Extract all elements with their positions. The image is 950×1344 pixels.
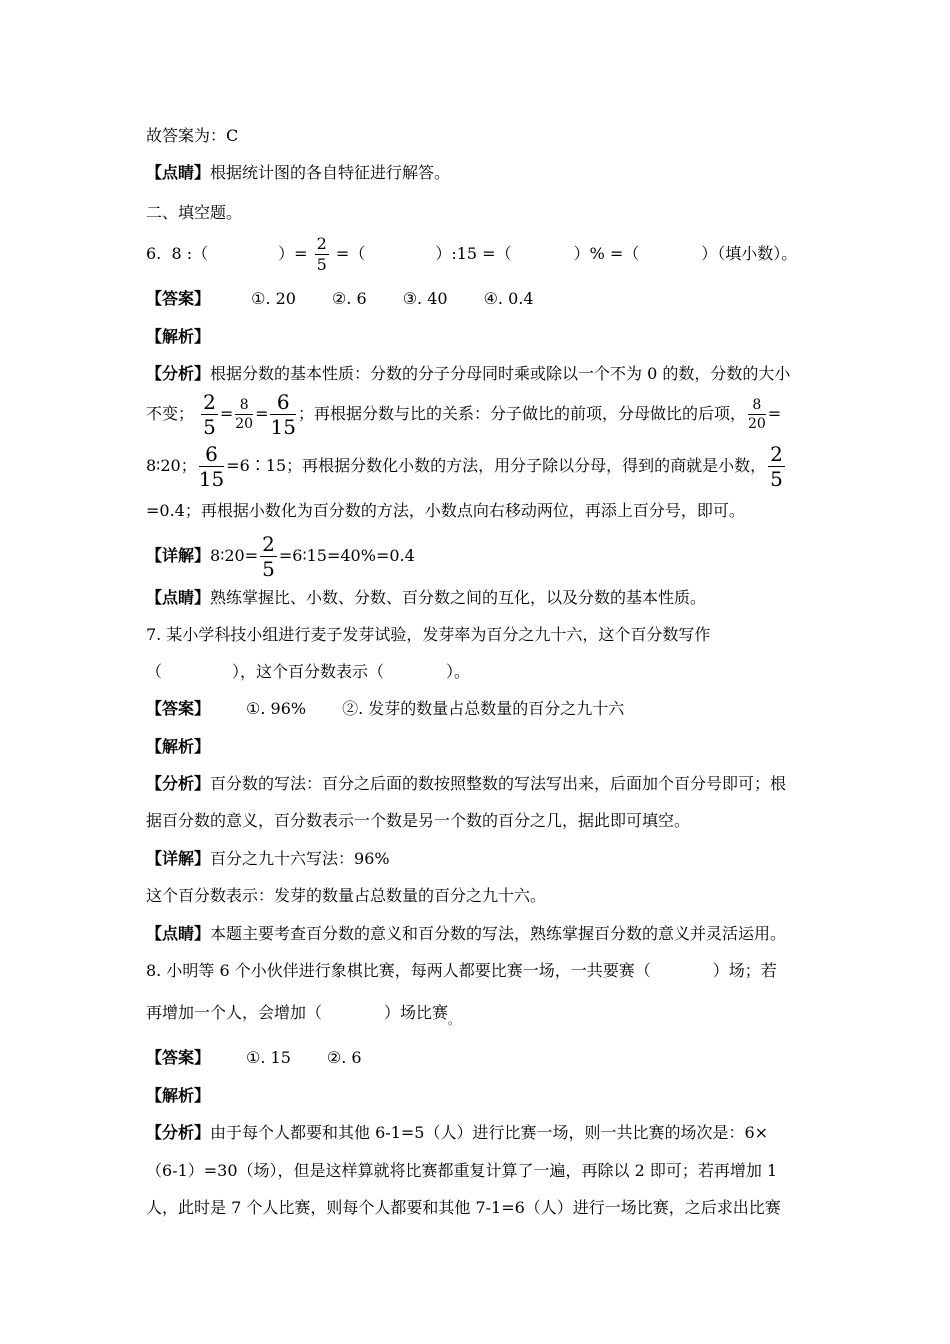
question-8-line1: 8. 小明等 6 个小伙伴进行象棋比赛，每两人都要比赛一场，一共要赛（ ）场；若 [146,961,777,980]
answer-line-6: 【答案】 ①. 20 ②. 6 ③. 40 ④. 0.4 [146,289,534,308]
answer-line [146,123,810,146]
fraction: $\frac{2}{5}$ [316,234,327,274]
analysis-8-line3: 人，此时是 7 个人比赛，则每个人都要和其他 7-1=6（人）进行一场比赛，之后求出比赛 [146,1198,781,1217]
key-point-tag: 【点睛】 [146,163,211,182]
answer-text: 故答案为：C [146,126,239,145]
detail-7: 【详解】百分之九十六写法：96% [146,849,390,868]
analysis-6-line3: 8∶20； $\frac{6}{15}$ =6∶15；再根据分数化小数的方法，用分子除以分母，得到的商就是小数， $\frac{2}{5}$ [146,442,783,491]
section-heading: 二、填空题。 [146,203,243,222]
question-6: 6. 8 :（ ）= $\frac{2}{5}$ =（ ）:15 =（ ）% =（ ）（填小数）。 [146,234,798,274]
analysis-7-line2: 据百分数的意义，百分数表示一个数是另一个数的百分之几，据此即可填空。 [146,811,691,830]
key-point-line [146,160,810,183]
analysis-6-line2: 不变； $\frac{2}{5}$ = $\frac{8}{20}$ = $\frac{6}{15}$ ；再根据分数与比的关系：分子做比的前项，分母做比的后项， $\frac{8}{20}$ = [146,390,782,439]
key-point-6: 【点睛】熟练掌握比、小数、分数、百分数之间的互化，以及分数的基本性质。 [146,588,707,607]
analysis-heading: 【解析】 [146,327,211,346]
analysis-8-line2: （6-1）=30（场），但是这样算就将比赛都重复计算了一遍，再除以 2 即可；若再增加 1 [146,1161,778,1180]
key-point-text: 根据统计图的各自特征进行解答。 [210,163,451,182]
answer-line-7: 【答案】 ①. 96% ②. 发芽的数量占总数量的百分之九十六 [146,699,625,718]
analysis-heading-8: 【解析】 [146,1086,211,1105]
analysis-6-line1: 【分析】根据分数的基本性质：分数的分子分母同时乘或除以一个不为 0 的数，分数的大小 [146,364,791,383]
key-point-7: 【点睛】本题主要考查百分数的意义和百分数的写法，熟练掌握百分数的意义并灵活运用。 [146,924,787,943]
detail-6: 【详解】8∶20= $\frac{2}{5}$ =6∶15=40%=0.4 [146,532,415,581]
question-7-line1: 7. 某小学科技小组进行麦子发芽试验，发芽率为百分之九十六，这个百分数写作 [146,625,711,644]
analysis-heading-7: 【解析】 [146,737,211,756]
question-7-line2: （ ），这个百分数表示（ ）。 [146,662,471,681]
detail-7-line2: 这个百分数表示：发芽的数量占总数量的百分之九十六。 [146,886,547,905]
answer-line-8: 【答案】 ①. 15 ②. 6 [146,1048,362,1067]
analysis-7-line1: 【分析】百分数的写法：百分之后面的数按照整数的写法写出来，后面加个百分号即可；根 [146,774,787,793]
question-8-line2: 再增加一个人，会增加（ ）场比赛$_。$ [146,1003,461,1027]
analysis-6-line4: =0.4；再根据小数化为百分数的方法，小数点向右移动两位，再添上百分号，即可。 [146,501,745,520]
analysis-8-line1: 【分析】由于每个人都要和其他 6-1=5（人）进行比赛一场，则一共比赛的场次是：6× [146,1123,769,1142]
